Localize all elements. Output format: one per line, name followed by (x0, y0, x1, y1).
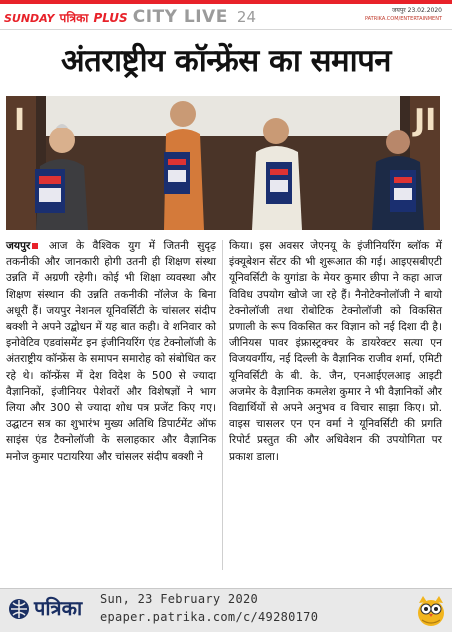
svg-text:JI: JI (414, 103, 437, 138)
patrika-label: पत्रिका (59, 11, 89, 25)
epaper-date: Sun, 23 February 2020 (100, 592, 259, 606)
header-url: PATRIKA.COM/ENTERTAINMENT (364, 16, 442, 22)
header-accent-band (0, 0, 452, 4)
patrika-logo-text: पत्रिका (34, 596, 83, 620)
dateline: जयपुर (6, 240, 31, 252)
owl-mascot-icon (416, 593, 446, 627)
article-column-right (229, 238, 442, 465)
page-number: 24 (236, 8, 256, 26)
article-photo (6, 96, 440, 230)
sunday-label: SUNDAY (4, 12, 55, 25)
header-divider (0, 29, 452, 30)
dateline-marker (32, 243, 38, 249)
photo-illustration (6, 96, 440, 230)
header-date: जयपुर 23.02.2020 (391, 7, 442, 14)
right-paragraph: किया। इस अवसर जेएनयू के इंजीनियरिंग ब्लॉक में इंक्यूबेशन सेंटर की भी शुरूआत की गई। आइएसबीएटी यूनिवर्सिटी के युगांडा के मेयर कुमार छीपा ने कहा आज विविध उपयोग खोजे जा रहे हैं। नैनोटेक्नोलॉजी ने बायो टेक्नोलॉजी तथा रोबोटिक टेक्नोलॉजी को विकसित प्रणाली के रूप विकसित कर विज्ञान को नई दिशा दी है। जीनियस पावर इंफ्रास्ट्रक्चर के डायरेक्टर सत्या एन विजयवर्गीय, नई दिल्ली के वैज्ञानिक राजीव शर्मा, एमिटी यूनिवर्सिटी के बी. के. जैन, एनआईएलआइ आइटी अजमेर के वैज्ञानिक कमलेश कुमार ने भी वैज्ञानिकों और विद्यार्थियों से अपने अनुभव व विचार साझा किए। प्रो. वाइस चासलर एन एन वर्मा ने यूनिवर्सिटी की प्रगति रिपोर्ट प्रस्तुत की और अधिवेशन की उपयोगिता पर प्रकाश डाला। (229, 240, 442, 463)
column-divider (222, 240, 223, 570)
svg-text:I: I (14, 103, 26, 138)
plus-label: PLUS (93, 11, 128, 25)
article-headline: अंतराष्ट्रीय कॉन्फ्रेंस का समापन (60, 43, 392, 79)
left-paragraph: आज के वैश्विक युग में जितनी सुदृढ़ तकनीकी और जानकारी होगी उतनी ही शिक्षण संस्था उन्नति में अग्रणी रहेगी। कोई भी शिक्षा व्यवस्था और शिक्षण संस्थान की उन्नति तकनीकी नॉलेज के बिना अधूरी हैं। जयपुर नेशनल यूनिवर्सिटी के चांसलर संदीप बक्शी ने अपने उद्बोधन में यह बात कही। वे शनिवार को इनोवेटिव एडवांसमेंट इन इंजीनियरिंग एंड टेक्नोलॉजी के अंतराष्ट्रीय कॉन्फ्रेंस के समापन समारोह को संबोधित कर रहे थे। कॉन्फ्रेंस में देश विदेश के 500 से ज्यादा वैज्ञानिकों, इंजीनियर पेशेवरों और विशेषज्ञों ने भाग लिया और 300 से ज्यादा शोध पत्र प्रजेंट किए गए। उद्घाटन सत्र का शुभारंभ मुख्य अतिथि डिपार्टमेंट ऑफ साइंस एंड टैक्नोलॉजी के सलाहकार और वैज्ञानिक मनोज कुमार पटायरिया और चांसलर संदीप बक्शी ने (6, 240, 217, 463)
article-column-left (6, 238, 216, 465)
city-live-label: CITY LIVE (132, 7, 228, 27)
epaper-url[interactable]: epaper.patrika.com/c/49280170 (100, 610, 319, 624)
patrika-globe-icon (8, 598, 30, 620)
section-masthead (4, 8, 256, 26)
